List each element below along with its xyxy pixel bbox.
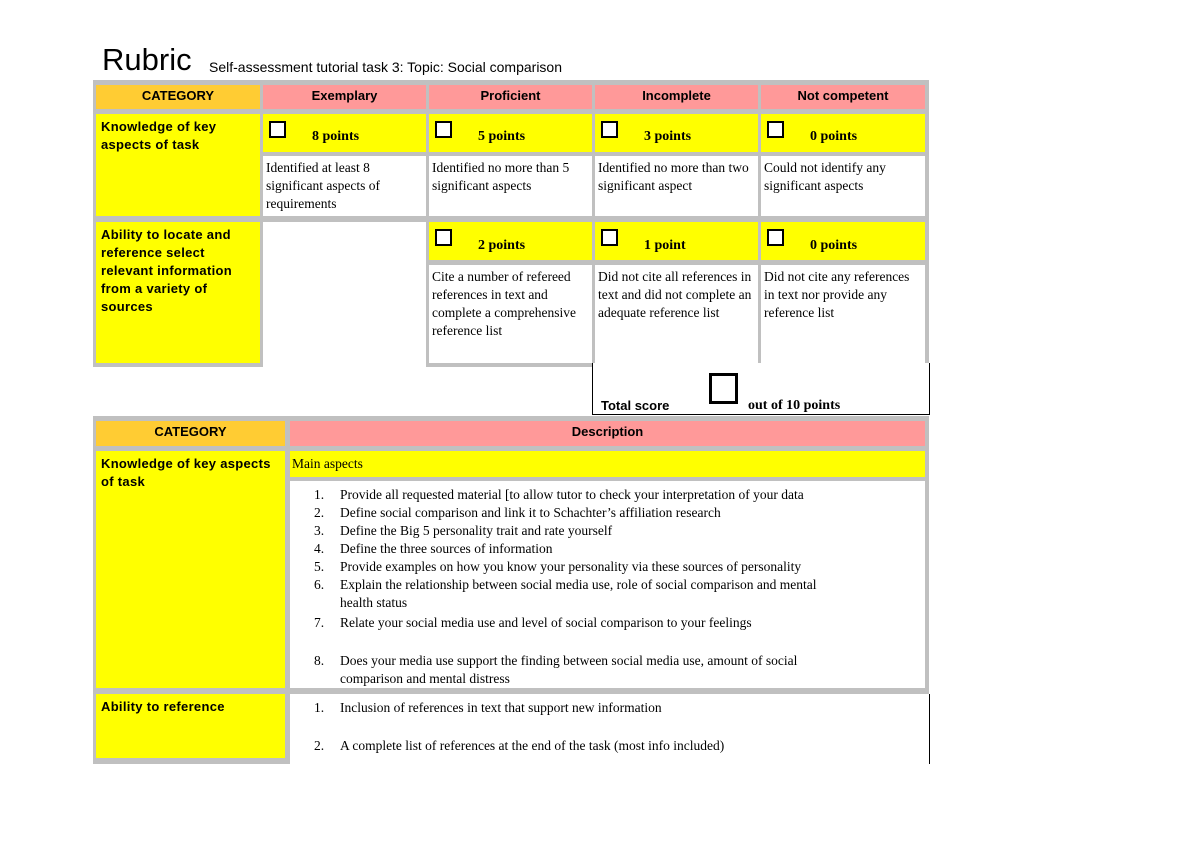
list-item: 7. Relate your social media use and level of social comparison to your feelings [314,615,752,630]
main-aspects-list-cell [290,481,925,688]
reference-list [290,699,920,755]
criteria-description: Did not cite all references in text and did not complete an adequate reference list [595,265,758,363]
criteria-description: Identified at least 8 significant aspects of requirements [263,156,426,216]
criteria-description: Identified no more than two significant aspect [595,156,758,216]
total-score-suffix: out of 10 points [748,398,841,413]
points-cell-proficient [429,222,592,260]
list-item: 8. Does your media use support the finding between social media use, amount of social comparison and mental distress [314,653,798,686]
list-item: 4. Define the three sources of information [314,541,553,556]
points-label: 0 points [810,238,858,253]
criteria-description: Identified no more than 5 significant aspects [429,156,592,216]
page-title: Rubric [102,42,192,77]
rubric-category-referencing: Ability to locate and reference select relevant information from a variety of sources [96,222,260,363]
total-score-area [592,363,930,415]
points-cell-incomplete [595,114,758,152]
reference-list-cell [290,694,930,764]
desc-header-category: CATEGORY [96,421,285,446]
list-item: 5. Provide examples on how you know your personality via these sources of personality [314,559,802,574]
checkbox[interactable] [601,121,618,138]
points-label: 2 points [478,238,526,253]
list-item: 3. Define the Big 5 personality trait and rate yourself [314,523,613,538]
points-cell-incomplete [595,222,758,260]
criteria-description: Did not cite any references in text nor provide any reference list [761,265,925,363]
checkbox[interactable] [767,229,784,246]
points-label: 5 points [478,129,526,144]
checkbox[interactable] [269,121,286,138]
list-item: 1. Inclusion of references in text that support new information [314,700,662,715]
points-label: 8 points [312,129,360,144]
list-item: 2. Define social comparison and link it to Schachter’s affiliation research [314,505,721,520]
list-item: 1. Provide all requested material [to allow tutor to check your interpretation of your data [314,487,804,502]
list-item: 6. Explain the relationship between social media use, role of social comparison and mental health status [314,577,817,610]
points-cell-not-competent [761,222,925,260]
points-cell-not-competent [761,114,925,152]
rubric-category-knowledge: Knowledge of key aspects of task [96,114,260,216]
desc-category-knowledge: Knowledge of key aspects of task [96,451,285,688]
checkbox[interactable] [435,121,452,138]
criteria-description: Cite a number of refereed references in text and complete a comprehensive reference list [429,265,592,363]
points-cell-exemplary [263,114,426,152]
points-label: 1 point [644,238,686,253]
criteria-description: Could not identify any significant aspects [761,156,925,216]
rubric-header-category: CATEGORY [96,85,260,109]
page-subtitle: Self-assessment tutorial task 3: Topic: Social comparison [209,59,563,75]
points-label: 3 points [644,129,692,144]
empty-cell [263,222,426,367]
main-aspects-subheading: Main aspects [290,451,925,477]
desc-header-description: Description [290,421,925,446]
rubric-header-incomplete: Incomplete [595,85,758,109]
list-item: 2. A complete list of references at the end of the task (most info included) [314,738,725,753]
points-cell-proficient [429,114,592,152]
points-label: 0 points [810,129,858,144]
rubric-header-not-competent: Not competent [761,85,925,109]
total-score-label: Total score [601,398,670,413]
total-score-box[interactable] [709,373,738,404]
main-aspects-list [290,486,920,688]
rubric-header-exemplary: Exemplary [263,85,426,109]
checkbox[interactable] [767,121,784,138]
checkbox[interactable] [601,229,618,246]
checkbox[interactable] [435,229,452,246]
rubric-header-proficient: Proficient [429,85,592,109]
desc-category-reference: Ability to reference [96,694,285,758]
